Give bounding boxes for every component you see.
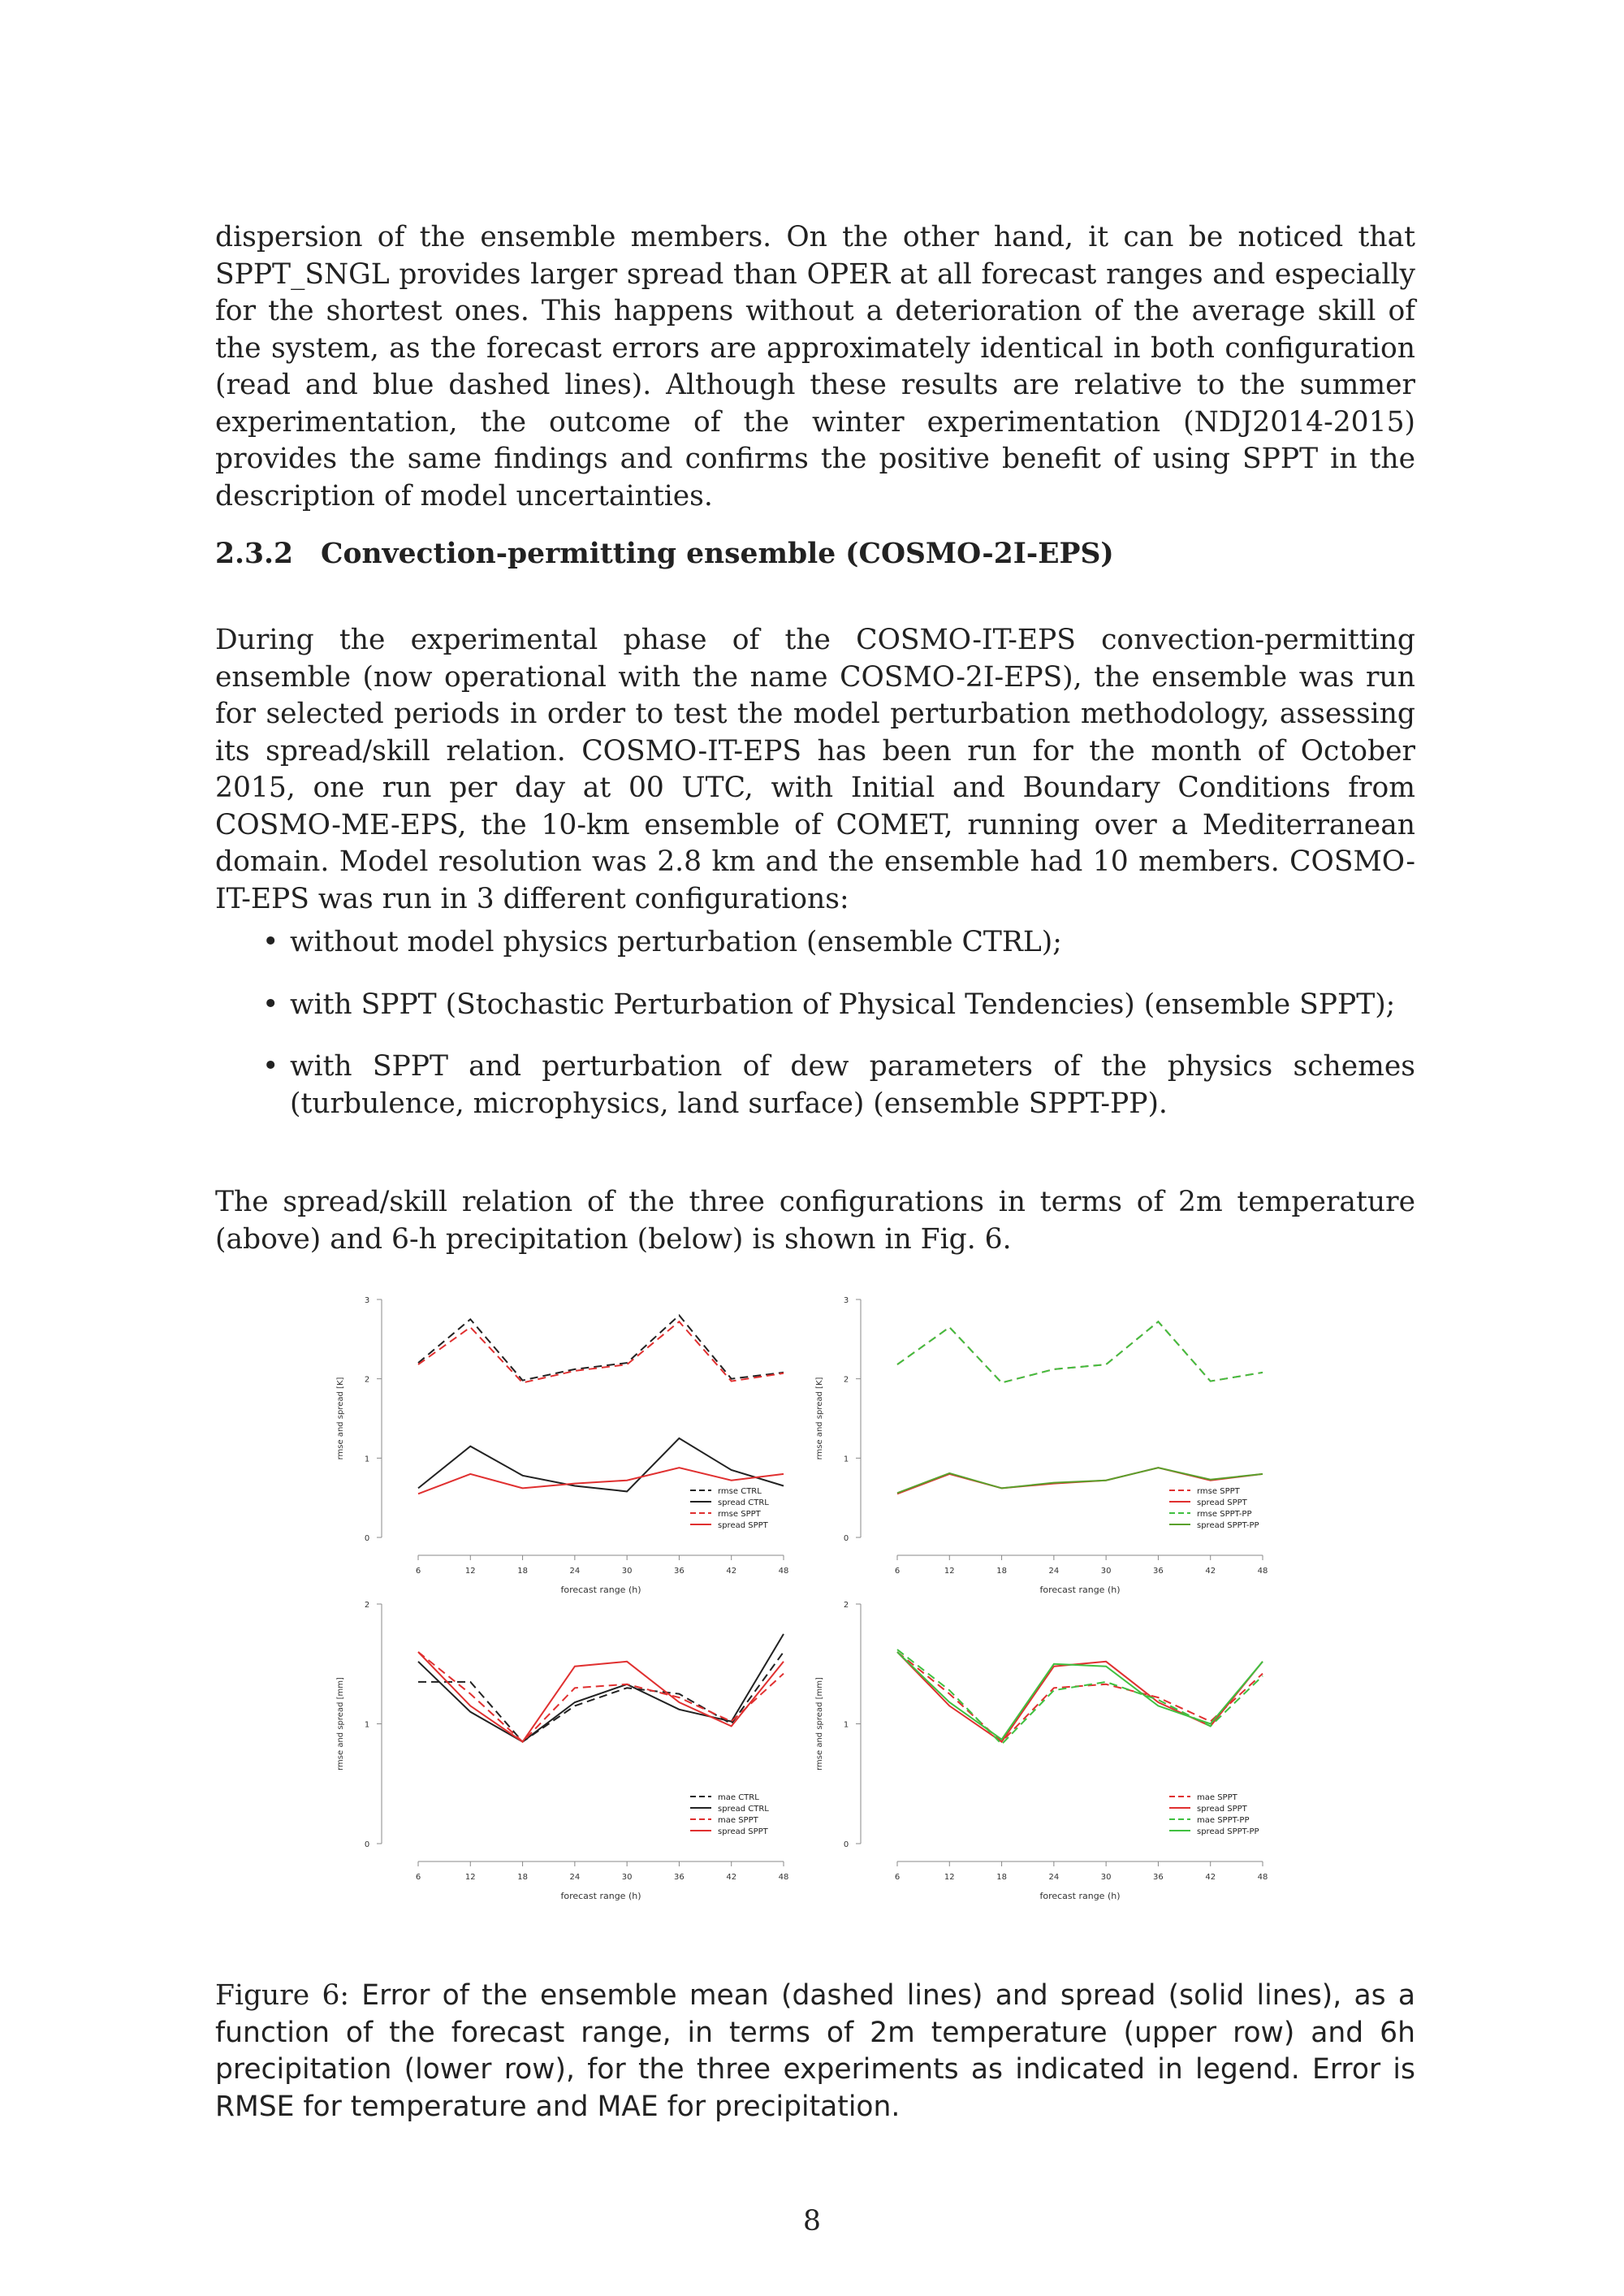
x-tick-label: 36 <box>1153 1567 1164 1576</box>
legend-label: spread SPPT <box>1197 1498 1247 1507</box>
x-tick-label: 18 <box>996 1567 1007 1576</box>
y-tick-label: 1 <box>364 1455 370 1464</box>
x-tick-label: 24 <box>1048 1873 1060 1882</box>
x-tick-label: 18 <box>517 1873 528 1882</box>
legend-label: mae SPPT <box>1197 1793 1237 1802</box>
y-tick-label: 2 <box>364 1375 370 1385</box>
caption-label: Figure 6: <box>215 1979 350 2012</box>
list-item-text: with SPPT (Stochastic Perturbation of Physical Tendencies) (ensemble SPPT); <box>290 988 1396 1021</box>
legend-label: spread SPPT <box>718 1827 768 1836</box>
y-tick-label: 2 <box>843 1601 849 1610</box>
y-tick-label: 1 <box>843 1455 849 1464</box>
chart-panel-temp-ctrl-sppt <box>336 1296 788 1595</box>
section-heading <box>215 538 1114 570</box>
y-axis-label: rmse and spread [K] <box>336 1377 345 1460</box>
legend-label: spread SPPT <box>718 1521 768 1530</box>
x-axis-label: forecast range (h) <box>1039 1891 1121 1900</box>
paragraph-dispersion: dispersion of the ensemble members. On the other hand, it can be noticed that SPPT_SNGL provides larger spread than OPER at all forecast ranges and especially for the shortest ones. This happens without a deterioration of the average skill of the system, as the forecast errors are approximately identical in both configuration (read and blue dashed lines). Although these results are relative to the summer experimentation, the outcome of the winter experimentation (NDJ2014-2015) provides the same findings and confirms the positive benefit of using SPPT in the description of model uncertainties. <box>215 221 1415 512</box>
legend-label: spread CTRL <box>718 1498 769 1507</box>
legend-label: rmse SPPT <box>1197 1487 1240 1496</box>
legend-label: spread SPPT-PP <box>1197 1827 1259 1836</box>
figure-6 <box>325 1283 1299 1900</box>
y-tick-label: 0 <box>843 1840 849 1849</box>
x-axis-label: forecast range (h) <box>560 1585 641 1595</box>
series-line-rmse-sppt-pp <box>897 1321 1263 1382</box>
x-axis-label: forecast range (h) <box>560 1891 641 1900</box>
x-tick-label: 36 <box>674 1567 685 1576</box>
configuration-list <box>215 924 1415 1122</box>
legend-label: rmse CTRL <box>718 1487 762 1496</box>
x-tick-label: 12 <box>464 1873 476 1882</box>
y-axis-label: rmse and spread [K] <box>815 1377 824 1460</box>
paragraph-spread-skill: The spread/skill relation of the three configurations in terms of 2m temperature (above) and 6-h precipitation (below) is shown in Fig. 6. <box>215 1186 1415 1256</box>
paragraph-experimental-phase: During the experimental phase of the COSMO-IT-EPS convection-permitting ensemble (now operational with the name COSMO-2I-EPS), the ensemble was run for selected periods in order to test the model perturbation methodology, assessing its spread/skill relation. COSMO-IT-EPS has been run for the month of October 2015, one run per day at 00 UTC, with Initial and Boundary Conditions from COSMO-ME-EPS, the 10-km ensemble of COMET, running over a Mediterranean domain. Model resolution was 2.8 km and the ensemble had 10 members. COSMO-IT-EPS was run in 3 different configurations: <box>215 624 1415 915</box>
x-tick-label: 12 <box>944 1567 955 1576</box>
y-axis-label: rmse and spread [mm] <box>336 1677 345 1771</box>
list-item-text: with SPPT and perturbation of dew parameters of the physics schemes (turbulence, microphysics, land surface) (ensemble SPPT-PP). <box>290 1050 1415 1120</box>
x-tick-label: 42 <box>726 1567 737 1576</box>
x-tick-label: 42 <box>1205 1873 1216 1882</box>
x-tick-label: 48 <box>778 1873 789 1882</box>
list-item <box>215 987 1415 1024</box>
legend-label: spread SPPT <box>1197 1805 1247 1814</box>
x-tick-label: 6 <box>415 1873 421 1882</box>
y-tick-label: 2 <box>364 1601 370 1610</box>
x-tick-label: 30 <box>1100 1873 1112 1882</box>
x-tick-label: 24 <box>569 1873 581 1882</box>
series-line-spread-ctrl <box>418 1438 784 1492</box>
x-tick-label: 42 <box>726 1873 737 1882</box>
list-item <box>215 924 1415 962</box>
x-tick-label: 24 <box>1048 1567 1060 1576</box>
chart-panel-prec-ctrl-sppt <box>336 1601 788 1900</box>
x-tick-label: 6 <box>894 1873 901 1882</box>
chart-panel-prec-sppt-pp <box>815 1601 1268 1900</box>
legend-label: spread SPPT-PP <box>1197 1521 1259 1530</box>
x-tick-label: 42 <box>1205 1567 1216 1576</box>
y-tick-label: 0 <box>843 1534 849 1543</box>
bullet-icon: • <box>262 1050 279 1083</box>
x-axis-label: forecast range (h) <box>1039 1585 1121 1595</box>
x-tick-label: 18 <box>996 1873 1007 1882</box>
section-number: 2.3.2 <box>215 538 294 570</box>
x-tick-label: 30 <box>1100 1567 1112 1576</box>
y-tick-label: 1 <box>843 1720 849 1730</box>
chart-panel-temp-sppt-pp <box>815 1296 1268 1595</box>
x-tick-label: 18 <box>517 1567 528 1576</box>
legend-label: spread CTRL <box>718 1805 769 1814</box>
x-tick-label: 12 <box>464 1567 476 1576</box>
y-tick-label: 3 <box>364 1296 370 1305</box>
series-line-rmse-sppt <box>418 1321 784 1382</box>
caption-text: Error of the ensemble mean (dashed lines) and spread (solid lines), as a function of the forecast range, in terms of 2m temperature (upper row) and 6h precipitation (lower row), for the three experiments as indicated in legend. Error is RMSE for temperature and MAE for precipitation. <box>215 1979 1415 2123</box>
x-tick-label: 30 <box>621 1873 633 1882</box>
x-tick-label: 12 <box>944 1873 955 1882</box>
y-tick-label: 1 <box>364 1720 370 1730</box>
x-tick-label: 6 <box>415 1567 421 1576</box>
page-number: 8 <box>803 2205 821 2238</box>
legend-label: mae CTRL <box>718 1793 759 1802</box>
legend-label: mae SPPT <box>718 1816 758 1825</box>
bullet-icon: • <box>262 926 279 958</box>
x-tick-label: 48 <box>1257 1873 1268 1882</box>
section-title: Convection-permitting ensemble (COSMO-2I-EPS) <box>321 538 1114 570</box>
figure-caption <box>215 1978 1415 2125</box>
x-tick-label: 24 <box>569 1567 581 1576</box>
y-tick-label: 0 <box>364 1840 370 1849</box>
series-line-rmse-ctrl <box>418 1316 784 1381</box>
x-tick-label: 36 <box>674 1873 685 1882</box>
x-tick-label: 48 <box>778 1567 789 1576</box>
y-axis-label: rmse and spread [mm] <box>815 1677 824 1771</box>
legend-label: rmse SPPT <box>718 1510 761 1519</box>
list-item <box>215 1049 1415 1122</box>
legend-label: mae SPPT-PP <box>1197 1816 1250 1825</box>
bullet-icon: • <box>262 988 279 1021</box>
y-tick-label: 0 <box>364 1534 370 1543</box>
legend-label: rmse SPPT-PP <box>1197 1510 1252 1519</box>
list-item-text: without model physics perturbation (ensemble CTRL); <box>290 926 1062 958</box>
x-tick-label: 36 <box>1153 1873 1164 1882</box>
y-tick-label: 2 <box>843 1375 849 1385</box>
x-tick-label: 30 <box>621 1567 633 1576</box>
x-tick-label: 6 <box>894 1567 901 1576</box>
x-tick-label: 48 <box>1257 1567 1268 1576</box>
y-tick-label: 3 <box>843 1296 849 1305</box>
